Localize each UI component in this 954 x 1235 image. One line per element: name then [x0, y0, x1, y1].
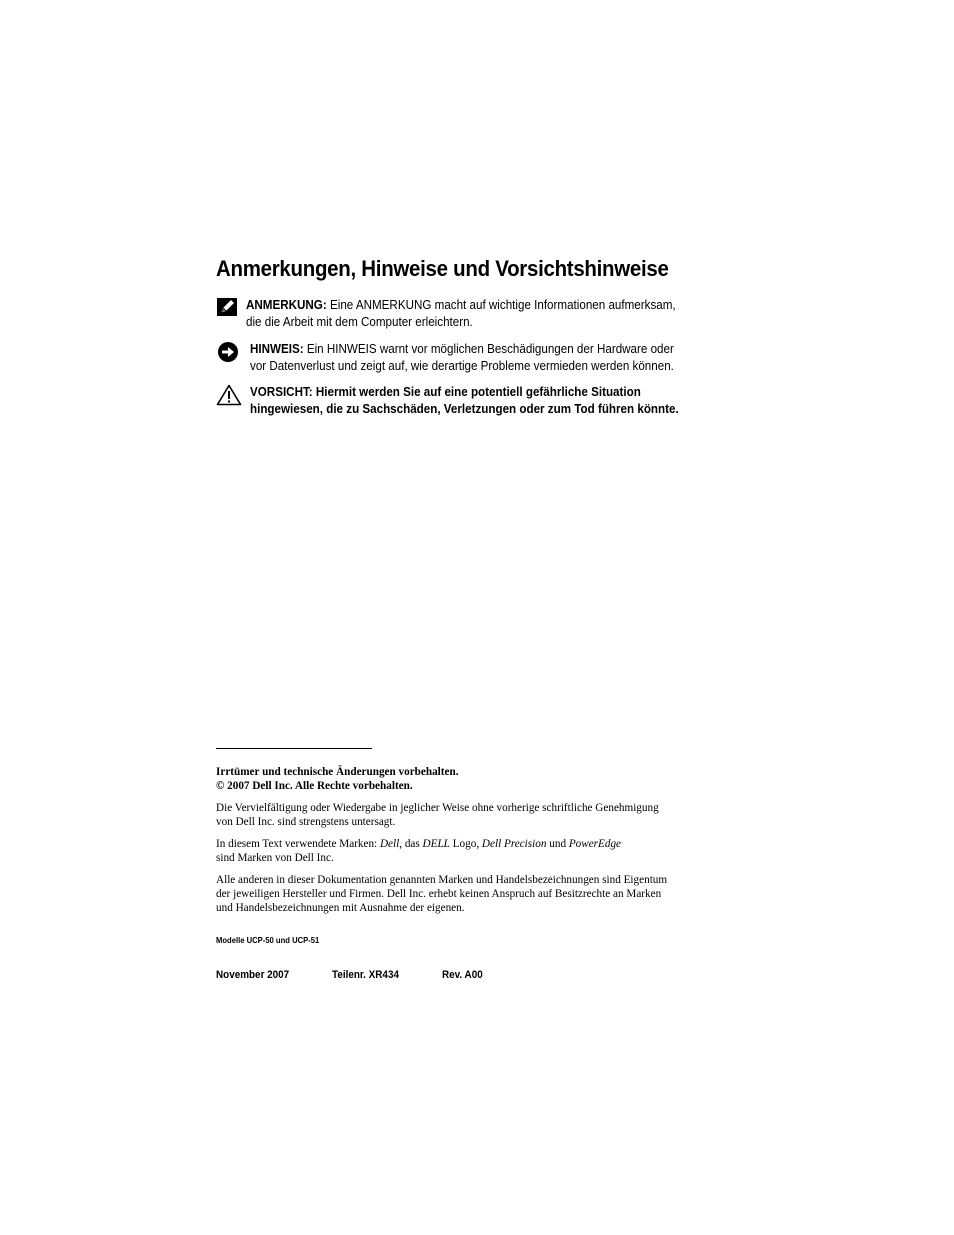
hint-label: HINWEIS: — [250, 342, 304, 356]
hint-text-line: Ein HINWEIS warnt vor möglichen Beschädigungen der Hardware oder — [306, 342, 674, 356]
publication-date: November 2007 — [216, 969, 290, 981]
trademarks-line — [216, 837, 726, 851]
note-label: ANMERKUNG: — [246, 298, 327, 312]
note-text-line: die die Arbeit mit dem Computer erleichtern. — [246, 315, 473, 329]
trademark-dell-precision: Dell Precision — [481, 838, 547, 850]
hint-text-line: vor Datenverlust und zeigt auf, wie derartige Probleme vermieden werden können. — [250, 359, 674, 373]
part-number: Teilenr. XR434 — [332, 969, 399, 981]
legal-disclaimer — [216, 765, 726, 793]
others-line: Alle anderen in dieser Dokumentation genannten Marken und Handelsbezeichnungen sind Eigentum — [216, 874, 668, 886]
reproduction-line: Die Vervielfältigung oder Wiedergabe in jeglicher Weise ohne vorherige schriftliche Genehmigung — [216, 802, 659, 814]
others-line: und Handelsbezeichnungen mit Ausnahme der eigenen. — [216, 902, 465, 914]
copyright-line: © 2007 Dell Inc. Alle Rechte vorbehalten. — [216, 780, 413, 792]
notice-arrow-icon — [216, 341, 240, 363]
trademarks-sep: und — [546, 838, 569, 850]
footnote-divider — [216, 748, 372, 749]
caution-label: VORSICHT: — [250, 385, 313, 399]
trademark-dell-logo: DELL — [422, 838, 450, 850]
note-text-line: Eine ANMERKUNG macht auf wichtige Informationen aufmerksam, — [329, 298, 676, 312]
legal-other-trademarks — [216, 873, 726, 915]
hint-notice — [216, 341, 756, 375]
page-title: Anmerkungen, Hinweise und Vorsichtshinweise — [216, 256, 669, 281]
model-designation: Modelle UCP-50 und UCP-51 — [216, 935, 320, 945]
trademarks-sep: , das — [399, 838, 423, 850]
disclaimer-line: Irrtümer und technische Änderungen vorbehalten. — [216, 766, 459, 778]
caution-notice — [216, 384, 756, 418]
trademark-poweredge: PowerEdge — [568, 838, 622, 850]
legal-trademarks — [216, 837, 726, 865]
pencil-note-icon — [216, 297, 240, 319]
trademarks-intro: In diesem Text verwendete Marken: — [216, 838, 380, 850]
caution-text-line: hingewiesen, die zu Sachschäden, Verletzungen oder zum Tod führen könnte. — [250, 402, 679, 416]
legal-reproduction — [216, 801, 726, 829]
others-line: der jeweiligen Hersteller und Firmen. Dell Inc. erhebt keinen Anspruch auf Besitzrechte an Marken — [216, 888, 662, 900]
reproduction-line: von Dell Inc. sind strengstens untersagt. — [216, 816, 396, 828]
caution-text-line: Hiermit werden Sie auf eine potentiell gefährliche Situation — [315, 385, 641, 399]
warning-triangle-icon — [216, 384, 240, 406]
trademarks-sep: Logo, — [449, 838, 482, 850]
revision: Rev. A00 — [442, 969, 483, 981]
trademarks-line: sind Marken von Dell Inc. — [216, 852, 334, 864]
note-notice — [216, 297, 756, 331]
trademark-dell: Dell — [379, 838, 400, 850]
